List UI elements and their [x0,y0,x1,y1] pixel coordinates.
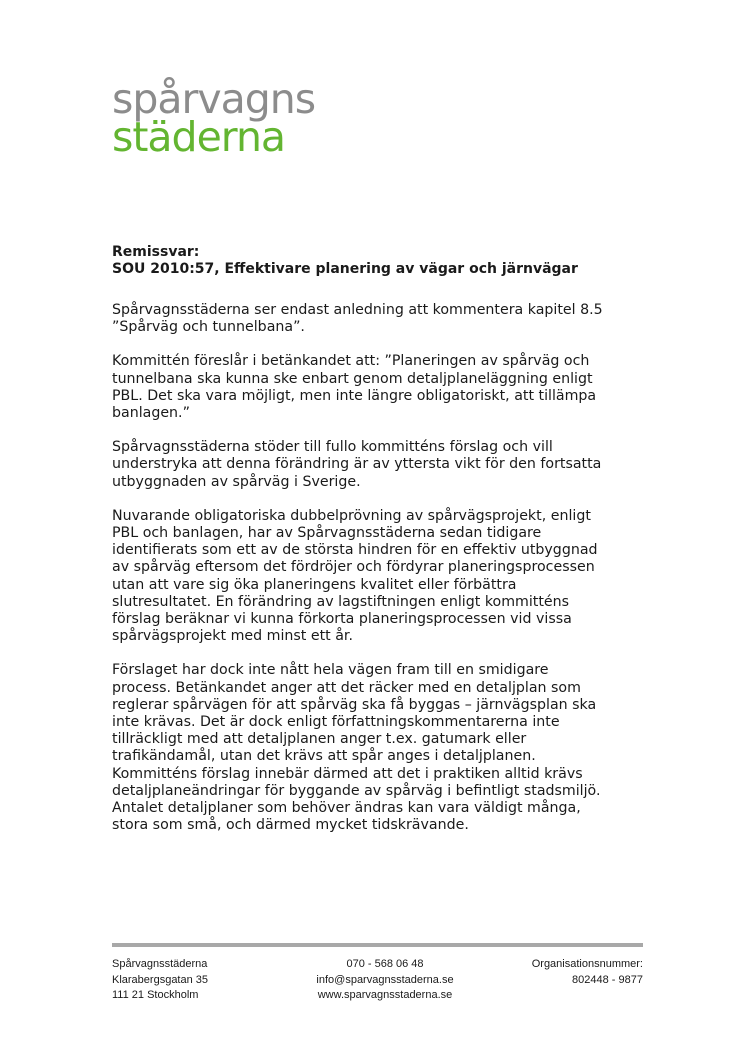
text-line: PBL. Det ska vara möjligt, men inte längre obligatoriskt, att tillämpa [112,387,597,404]
text-line: Kommitténs förslag innebär därmed att det i praktiken alltid krävs [112,765,583,782]
text-line: stora som små, och därmed mycket tidskrävande. [112,817,469,834]
paragraph [112,508,652,646]
text-line: PBL och banlagen, har av Spårvagnsstäderna sedan tidigare [112,525,542,542]
footer-org-number-value: 802448 - 9877 [572,973,643,986]
logo-line-1: spårvagns [112,75,316,123]
text-line: Förslaget har dock inte nått hela vägen fram till en smidigare [112,662,549,679]
footer-org-name: Spårvagnsstäderna [112,958,208,970]
heading-label: Remissvar: [112,244,200,260]
paragraph [112,353,652,422]
text-line: identifierats som ett av de största hindren för en effektiv utbyggnad [112,542,598,559]
text-line: Antalet detaljplaner som behöver ändras kan vara väldigt många, [112,800,581,817]
text-line: tillräckligt med att detaljplanen anger t.ex. gatumark eller [112,731,527,748]
footer-org-number-label: Organisationsnummer: [531,958,643,970]
text-line: slutresultatet. En förändring av lagstiftningen enligt kommitténs [112,593,570,610]
text-line: understryka att denna förändring är av yttersta vikt för den fortsatta [112,456,602,473]
text-line: banlagen.” [112,405,190,422]
text-line: Spårvagnsstäderna stöder till fullo kommitténs förslag och vill [112,439,553,456]
text-line: utbyggnaden av spårväg i Sverige. [112,473,361,490]
footer-street: Klarabergsgatan 35 [112,973,209,986]
text-line: Kommittén föreslår i betänkandet att: ”Planeringen av spårväg och [112,353,590,370]
paragraph [112,439,652,491]
text-line: detaljplaneändringar för byggande av spårväg i befintligt stadsmiljö. [112,782,601,799]
text-line: tunnelbana ska kunna ske enbart genom detaljplaneläggning enligt [112,370,593,387]
text-line: utan att vare sig öka planeringens kvalitet eller förbättra [112,576,517,593]
paragraph [112,302,652,336]
document-body [112,302,652,851]
text-line: process. Betänkandet anger att det räcker med en detaljplan som [112,679,581,696]
text-line: spårvägsprojekt med minst ett år. [112,628,353,645]
footer-website[interactable]: www.sparvagnsstaderna.se [317,989,453,1001]
footer-phone: 070 - 568 06 48 [346,958,424,970]
footer-divider [112,943,643,947]
text-line: trafikändamål, utan det krävs att spår anges i detaljplanen. [112,748,536,765]
footer-org-number [532,957,643,988]
text-line: av spårväg eftersom det fördröjer och fördyrar planeringsprocessen [112,559,595,576]
text-line: ”Spårväg och tunnelbana”. [112,319,305,336]
footer-email[interactable]: info@sparvagnsstaderna.se [316,973,454,986]
logo-line-2: städerna [112,113,286,161]
sparvagnsstaderna-logo [112,75,342,161]
text-line: inte krävas. Det är dock enligt författningskommentarerna inte [112,714,560,731]
heading-title: SOU 2010:57, Effektivare planering av vägar och järnvägar [112,261,578,277]
text-line: reglerar spårvägen för att spårväg ska få byggas – järnvägsplan ska [112,696,597,713]
text-line: Spårvagnsstäderna ser endast anledning att kommentera kapitel 8.5 [112,302,603,318]
footer-city: 111 21 Stockholm [112,989,199,1001]
text-line: Nuvarande obligatoriska dubbelprövning av spårvägsprojekt, enligt [112,507,591,524]
text-line: förslag beräknar vi kunna förkorta planeringsprocessen vid vissa [112,611,572,628]
document-heading [112,244,578,278]
footer-address [112,957,208,1004]
footer-contact [290,957,480,1004]
paragraph [112,662,652,834]
